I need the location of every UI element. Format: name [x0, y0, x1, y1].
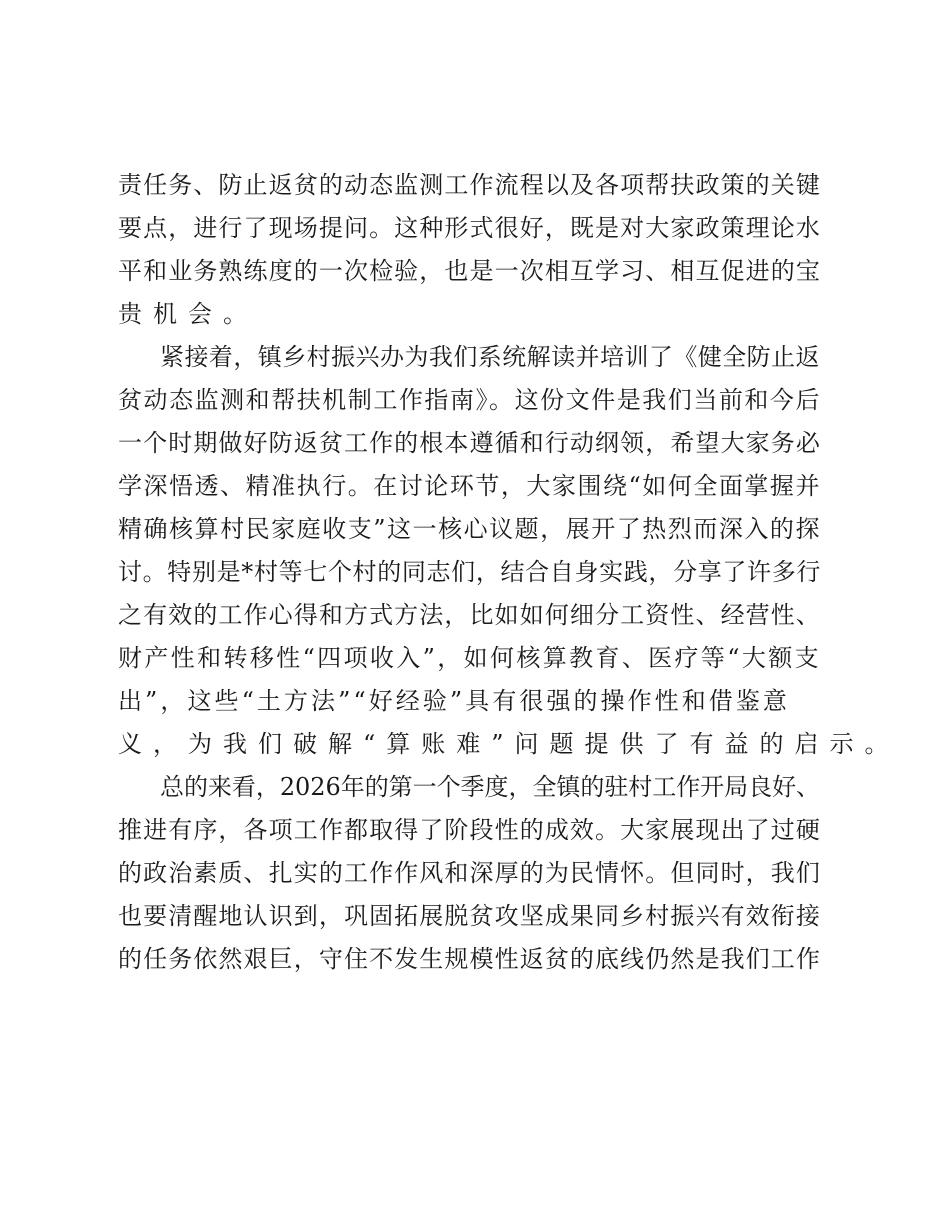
text-line: 的政治素质、扎实的工作作风和深厚的为民情怀。但同时，我们: [118, 859, 821, 887]
text-line: 之有效的工作心得和方式方法，比如如何细分工资性、经营性、: [118, 601, 821, 629]
text-line: 紧接着，镇乡村振兴办为我们系统解读并培训了《健全防止返: [160, 343, 820, 371]
text-line: 要点，进行了现场提问。这种形式很好，既是对大家政策理论水: [118, 214, 821, 242]
text-line: 责任务、防止返贫的动态监测工作流程以及各项帮扶政策的关键: [118, 171, 821, 199]
text-line: 义，为我们破解“算账难”问题提供了有益的启示。: [118, 730, 900, 758]
text-line: 出”，这些“土方法”“好经验”具有很强的操作性和借鉴意: [118, 687, 790, 715]
text-line: 财产性和转移性“四项收入”，如何核算教育、医疗等“大额支: [118, 644, 821, 672]
text-line: 贫动态监测和帮扶机制工作指南》。这份文件是我们当前和今后: [118, 386, 821, 414]
text-line: 也要清醒地认识到，巩固拓展脱贫攻坚成果同乡村振兴有效衔接: [118, 902, 821, 930]
text-line: 贵机会。: [118, 300, 258, 328]
text-line: 推进有序，各项工作都取得了阶段性的成效。大家展现出了过硬: [118, 816, 821, 844]
text-line: 总的来看，2026年的第一个季度，全镇的驻村工作开局良好、: [160, 773, 820, 801]
text-line: 平和业务熟练度的一次检验，也是一次相互学习、相互促进的宝: [118, 257, 821, 285]
text-line: 学深悟透、精准执行。在讨论环节，大家围绕“如何全面掌握并: [118, 472, 821, 500]
text-line: 讨。特别是*村等七个村的同志们，结合自身实践，分享了许多行: [118, 558, 821, 586]
text-line: 精确核算村民家庭收支”这一核心议题，展开了热烈而深入的探: [118, 515, 821, 543]
text-line: 的任务依然艰巨，守住不发生规模性返贫的底线仍然是我们工作: [118, 945, 821, 973]
text-line: 一个时期做好防返贫工作的根本遵循和行动纲领，希望大家务必: [118, 429, 821, 457]
